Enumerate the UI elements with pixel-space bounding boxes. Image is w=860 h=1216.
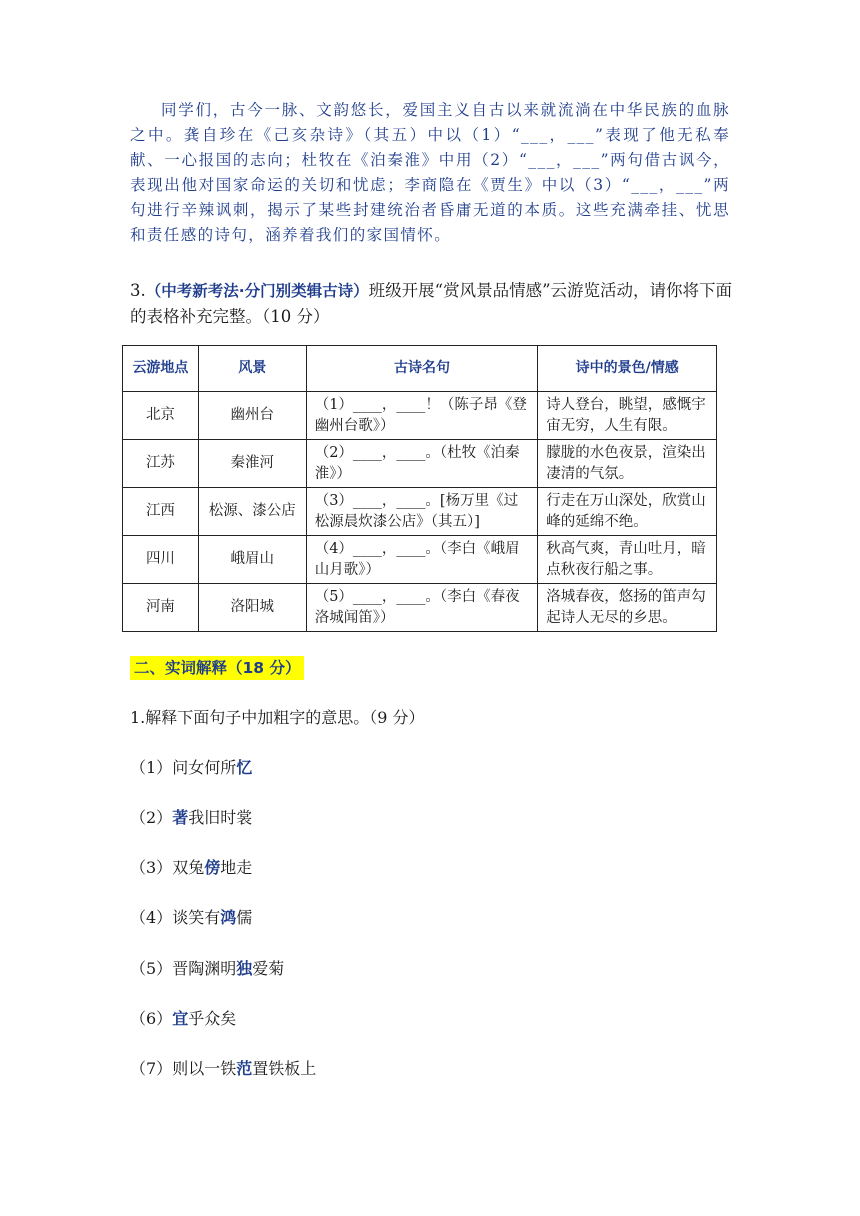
- item-text-before: 谈笑有: [172, 908, 221, 927]
- item-text-before: 双兔: [172, 858, 205, 877]
- cell-scenery: 峨眉山: [198, 536, 306, 584]
- list-item: [130, 856, 252, 880]
- bold-keyword: 范: [236, 1059, 253, 1078]
- header-poem: 古诗名句: [306, 346, 538, 392]
- cell-place: 北京: [123, 392, 199, 440]
- item-text-after: 置铁板上: [252, 1059, 317, 1078]
- cell-scenery: 秦淮河: [198, 440, 306, 488]
- cell-scene: 洛城春夜，悠扬的笛声勾起诗人无尽的乡思。: [538, 584, 717, 632]
- cell-scene: 秋高气爽，青山吐月，暗点秋夜行船之事。: [538, 536, 717, 584]
- question-3-number: 3.: [130, 281, 146, 300]
- table-header-row: [123, 346, 717, 392]
- item-text-after: 儒: [236, 908, 253, 927]
- item-number: （6）: [130, 1009, 173, 1028]
- cell-place: 江苏: [123, 440, 199, 488]
- list-item: [130, 806, 252, 830]
- item-text-after: 爱菊: [252, 959, 285, 978]
- item-number: （3）: [130, 858, 173, 877]
- table-row: [123, 392, 717, 440]
- cell-scenery: 松源、漆公店: [198, 488, 306, 536]
- cell-poem: （1）____，____！（陈子昂《登幽州台歌》）: [306, 392, 538, 440]
- question-3-text: 班级开展“赏风景品情感”云游览活动，请你将下面的表格补充完整。（10 分）: [130, 281, 733, 326]
- item-text-after: 我旧时裳: [188, 808, 253, 827]
- bold-keyword: 著: [172, 808, 189, 827]
- cell-poem: （2）____，____。（杜牧《泊秦淮》）: [306, 440, 538, 488]
- cell-scene: 诗人登台，眺望，感慨宇宙无穷，人生有限。: [538, 392, 717, 440]
- section-heading: 二、实词解释（18 分）: [130, 656, 304, 680]
- bold-keyword: 忆: [236, 758, 253, 777]
- cell-scenery: 洛阳城: [198, 584, 306, 632]
- item-number: （7）: [130, 1059, 173, 1078]
- list-item: [130, 1057, 316, 1081]
- header-scenery: 风景: [198, 346, 306, 392]
- list-item: [130, 957, 284, 981]
- cell-scene: 行走在万山深处，欣赏山峰的延绵不绝。: [538, 488, 717, 536]
- table-row: [123, 536, 717, 584]
- item-number: （5）: [130, 959, 173, 978]
- list-item: [130, 1007, 236, 1031]
- cell-scenery: 幽州台: [198, 392, 306, 440]
- cell-poem: （3）____，____。[杨万里《过松源晨炊漆公店》（其五）]: [306, 488, 538, 536]
- question-3: [130, 278, 735, 330]
- poem-table: [122, 345, 717, 632]
- item-number: （2）: [130, 808, 173, 827]
- cell-place: 江西: [123, 488, 199, 536]
- item-text-after: 乎众矣: [188, 1009, 237, 1028]
- question-3-tag: （中考新考法·分门别类辑古诗）: [145, 282, 369, 300]
- item-number: （4）: [130, 908, 173, 927]
- item-number: （1）: [130, 758, 173, 777]
- item-text-before: 则以一铁: [172, 1059, 237, 1078]
- table-row: [123, 584, 717, 632]
- cell-poem: （4）____，____。（李白《峨眉山月歌》）: [306, 536, 538, 584]
- bold-keyword: 傍: [204, 858, 221, 877]
- cell-poem: （5）____，____。（李白《春夜洛城闻笛》）: [306, 584, 538, 632]
- bold-keyword: 宜: [172, 1009, 189, 1028]
- list-item: [130, 756, 252, 780]
- bold-keyword: 独: [236, 959, 253, 978]
- item-text-after: 地走: [220, 858, 253, 877]
- item-text-before: 问女何所: [172, 758, 237, 777]
- item-text-before: 晋陶渊明: [172, 959, 237, 978]
- header-place: 云游地点: [123, 346, 199, 392]
- cell-place: 河南: [123, 584, 199, 632]
- header-scene: 诗中的景色/情感: [538, 346, 717, 392]
- cell-scene: 朦胧的水色夜景，渲染出凄清的气氛。: [538, 440, 717, 488]
- table-row: [123, 488, 717, 536]
- cell-place: 四川: [123, 536, 199, 584]
- instruction: 1.解释下面句子中加粗字的意思。（9 分）: [130, 708, 425, 727]
- table-row: [123, 440, 717, 488]
- intro-paragraph: 同学们，古今一脉、文韵悠长，爱国主义自古以来就流淌在中华民族的血脉之中。龚自珍在《己亥杂诗》（其五）中以（1）“___，___”表现了他无私奉献、一心报国的志向；杜牧在《泊秦淮》中用（2）“___，___”两句借古讽今，表现出他对国家命运的关切和忧虑；李商隐在《贾生》中以（3）“___，___”两句进行辛辣讽刺，揭示了某些封建统治者昏庸无道的本质。这些充满牵挂、忧思和责任感的诗句，涵养着我们的家国情怀。: [130, 101, 730, 244]
- list-item: [130, 906, 252, 930]
- bold-keyword: 鸿: [220, 908, 237, 927]
